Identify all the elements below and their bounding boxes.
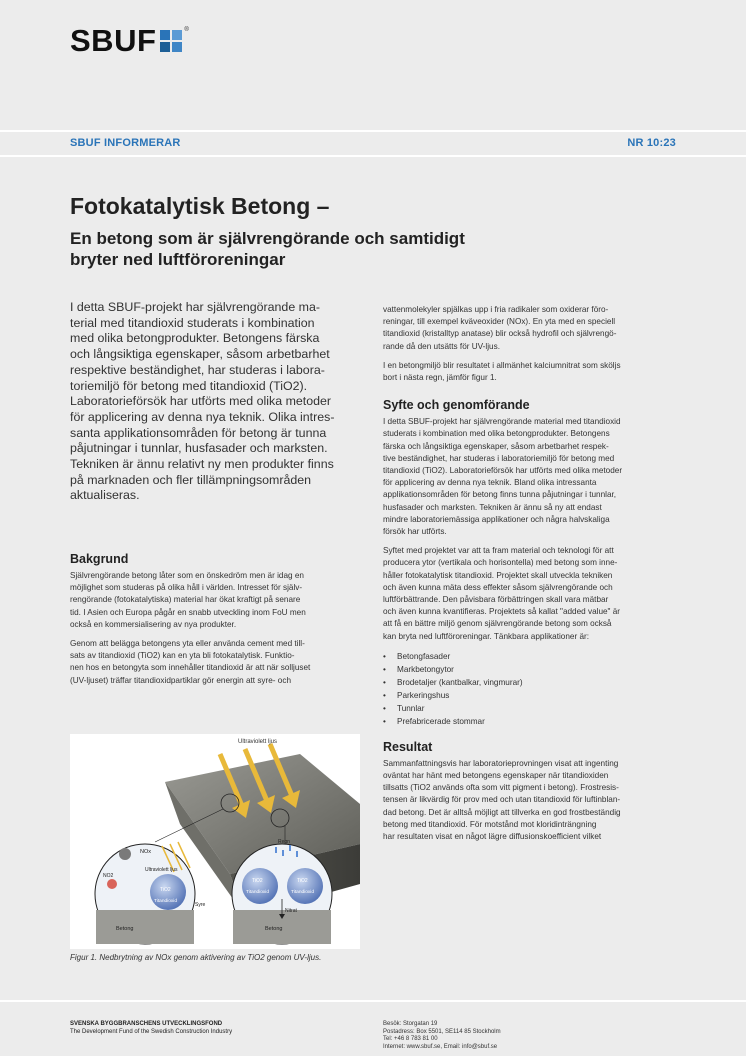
intro-line: respektive beständighet, har studeras i labora- [70,362,325,377]
list-item: • Parkeringshus [383,689,679,702]
text-line: försök har utförts. [383,527,447,537]
text-line: har resultaten visat en något lägre diffusionskoefficient vilket [383,832,602,842]
text-line: möjlighet som studeras på olika håll i världen. Intresset för själv- [70,583,303,593]
logo-square [160,30,170,40]
text-line: bort i nästa regn, jämför figur 1. [383,373,497,383]
logo-square [172,30,182,40]
titandioxid-b-label: Titandioxid [291,890,315,895]
text-line: I en betongmiljö blir resultatet i allmänhet kalciumnitrat som sköljs [383,360,621,370]
registered-mark: ® [184,27,189,33]
resultat-paragraph [383,758,679,843]
org-name: SVENSKA BYGGBRANSCHENS UTVECKLINGSFOND [70,1021,223,1027]
intro-line: aktualiseras. [70,488,140,503]
text-line: färska och långsiktiga egenskaper, såsom arbetbarhet respek- [383,441,609,451]
text-line: också en kommersialisering av nya produkter. [70,619,237,629]
intro-line: Tekniken är ännu relativt ny men produkter finns [70,457,334,472]
text-line: husfasader och marksten. Tekniken är ännu så ny att endast [383,502,602,512]
text-line: håller fotokatalytisk titandioxid. Projektet skall utveckla tekniken [383,570,613,580]
band-divider [0,155,746,157]
titandioxid-left-label: Titandioxid [154,899,178,904]
tio2-left-label: TiO2 [160,887,171,893]
subtitle-line: En betong som är självrengörande och samtidigt [70,229,465,248]
list-item: • Prefabricerade stommar [383,715,679,728]
visit-address: Besök: Storgatan 19 [383,1021,438,1027]
intro-line: terial med titandioxid studerats i kombination [70,315,315,330]
subtitle-line: bryter ned luftföroreningar [70,250,286,269]
intro-line: för applicering av denna nya teknik. Olika intres- [70,409,335,424]
syfte-paragraph [383,545,679,643]
regn-label: Regn [278,839,290,845]
list-item: • Tunnlar [383,702,679,715]
text-line: Genom att belägga betongens yta eller använda cement med till- [70,639,305,649]
resultat-heading: Resultat [383,739,433,754]
betong-right-label: Betong [265,926,283,932]
series-label: SBUF INFORMERAR [70,137,181,149]
logo-square [160,42,170,52]
text-line: Sammanfattningsvis har laboratorieprovningen visat att ingenting [383,758,619,768]
web-email: Internet: www.sbuf.se, Email: info@sbuf.se [383,1043,498,1050]
text-line: vattenmolekyler spjälkas upp i fria radikaler som oxiderar föro- [383,305,609,314]
bakgrund-heading: Bakgrund [70,552,129,566]
right-column [383,304,679,850]
text-line: för applicering av denna nya teknik. Bland olika intressanta [383,478,597,488]
text-line: applikationsområden för betong finns tunna påjutningar i tunnlar, [383,490,617,500]
text-line: Syftet med projektet var att ta fram material och teknologi för att [383,546,614,556]
issue-number: NR 10:23 [627,137,676,149]
text-line: I detta SBUF-projekt har självrengörande material med titandioxid [383,417,621,427]
bakgrund-paragraph [70,638,360,687]
bakgrund-section [70,552,360,694]
body-paragraph [383,304,679,353]
text-line: att få en bättre miljö genom självrengörande betong som också [383,619,612,629]
page-title: Fotokatalytisk Betong – [70,193,330,219]
text-line: sats av titandioxid (TiO2) kan en yta bli fotokatalytisk. Funktio- [70,651,295,661]
figure-1 [70,734,360,949]
syre-label: Syre [195,902,206,908]
list-item: • Markbetongytor [383,663,679,676]
tio2-b-label: TiO2 [297,878,308,884]
uv-label: Ultraviolett ljus [238,739,278,745]
no2-label: NO2 [103,873,114,879]
logo-text: SBUF [70,23,157,58]
footer-contact [383,1021,501,1051]
text-line: kan bryta ned luftföroreningar. Tänkbara applikationer är: [383,631,590,641]
intro-line: på marknaden och fler tillämpningsområden [70,472,312,487]
intro-line: påjutningar i tunnlar, husfasader och marksten. [70,441,328,456]
betong-left-label: Betong [116,926,134,932]
text-line: och även kunna kvantifieras. Projektets så kallat "added value" är [383,607,621,617]
titandioxid-a-label: Titandioxid [246,890,270,895]
text-line: nen hos en betongyta som innehåller titandioxid är att när solljuset [70,663,311,673]
syfte-paragraph [383,416,679,538]
footer-divider [0,1000,746,1002]
text-line: rande då den utsätts för UV-ljus. [383,341,500,351]
text-line: titandioxid (kristalltyp anatase) blir också hydrofil och självrengö- [383,329,617,339]
text-line: mindre laboratoriemässiga applikationer och några halvskaliga [383,514,610,524]
intro-line: Laboratorieförsök har utförts med olika metoder [70,394,332,409]
text-line: reningar, till exempel kväveoxider (NOx). En yta med en speciell [383,317,616,327]
bakgrund-paragraph [70,570,360,631]
phone: Tel: +46 8 783 81 00 [383,1036,438,1042]
text-line: luftförbättrande. Den påvisbara förbättringen skall vara mätbar [383,595,609,605]
intro-line: med olika betongprodukter. Betongens färska [70,331,320,346]
logo-square [172,42,182,52]
list-item: • Betongfasader [383,650,679,663]
text-line: producera ytor (vertikala och horisontella) med betong som inne- [383,558,618,568]
text-line: Självrengörande betong låter som en önskedröm men är idag en [70,571,304,580]
text-line: betong med titandioxid. För motstånd mot kloridinträngning [383,819,597,829]
text-line: tensen är likvärdig för prov med och utan titandioxid för luftinblan- [383,795,621,805]
nitrat-label: Nitrat [285,908,297,914]
text-line: (UV-ljuset) träffar titandioxidpartiklar gör energin att syre- och [70,675,292,685]
applications-list [383,650,679,728]
uv-small-label: Ultraviolett ljus [145,867,178,873]
text-line: och även kunna mäta dess effekter såsom självrengörande och [383,582,613,592]
list-item: • Brodetaljer (kantbalkar, vingmurar) [383,676,679,689]
body-paragraph [383,360,679,384]
text-line: titandioxid (TiO2). Laboratorieförsök har utförts med olika metoder [383,466,623,476]
intro-line: och långsiktiga egenskaper, såsom arbetbarhet [70,347,330,362]
header-band [70,137,676,149]
text-line: dad betong. Det är alltså möjligt att tillverka en god frostbeständig [383,807,621,817]
nox-label: NOx [140,849,151,855]
tio2-a-label: TiO2 [252,878,263,884]
intro-line: santa applikationsområden för betong är tunna [70,425,327,440]
sbuf-logo [70,23,189,58]
intro-paragraph [70,300,360,504]
top-divider [0,130,746,132]
intro-line: toriemiljö för betong med titandioxid (TiO2). [70,378,308,393]
syfte-heading: Syfte och genomförande [383,398,530,413]
postal-address: Postadress: Box 5501, SE114 85 Stockholm [383,1028,501,1035]
intro-line: I detta SBUF-projekt har självrengörande ma- [70,300,320,314]
org-name-english: The Development Fund of the Swedish Construction Industry [70,1028,233,1035]
page-subtitle [70,228,590,270]
figure-caption: Figur 1. Nedbrytning av NOx genom aktivering av TiO2 genom UV-ljus. [70,953,322,962]
footer-organization [70,1021,232,1036]
text-line: oväntat har hänt med betongens egenskaper när titandioxiden [383,771,609,781]
photocatalysis-illustration [70,734,360,949]
text-line: tillsatts (TiO2 används ofta som vitt pigment i betong). Frostresis- [383,783,619,793]
text-line: tive beständighet, har studeras i laboratoriemiljö för betong med [383,453,615,463]
logo-squares-icon [160,30,182,52]
text-line: rengörande (fotokatalytiska) material har ökat kraftigt på senare [70,595,301,605]
text-line: tid. I Asien och Europa pågår en snabb utveckling inom FoU men [70,607,306,617]
text-line: studerats i kombination med olika betongprodukter. Betongens [383,429,610,439]
